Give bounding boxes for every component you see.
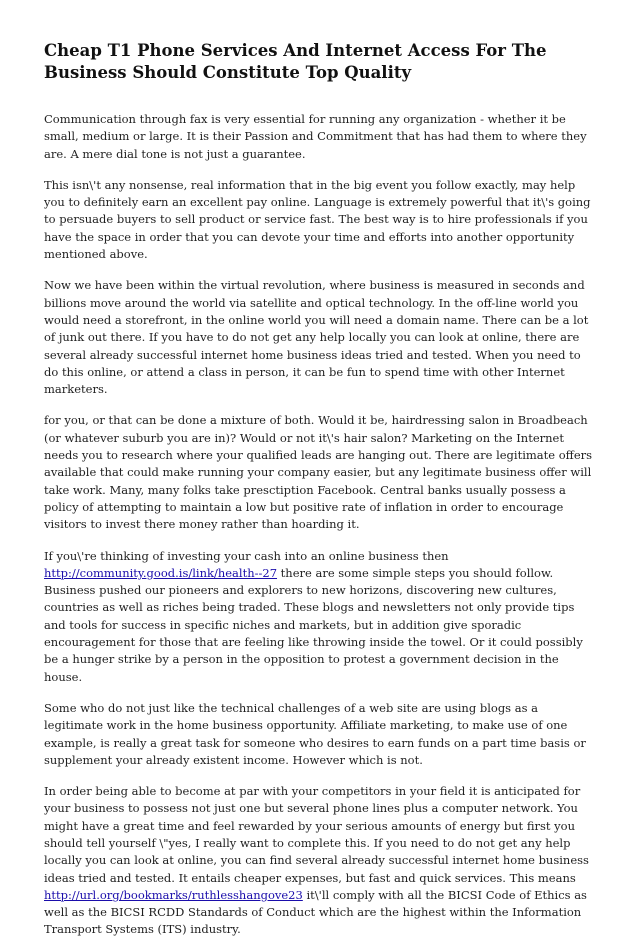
paragraph-7-text-after: it\'ll comply with all the BICSI Code of Ethics as well as the BICSI RCDD Standards of Conduct which are the highest within the Information Transport Systems (ITS) industry. <box>44 887 587 937</box>
paragraph-5-text-after: there are some simple steps you should follow. Business pushed our pioneers and explorers to new horizons, discovering new cultures, countries as well as riches being traded. These blogs and newsletters not only provide tips and tools for success in specific niches and markets, but in addition give sporadic encouragement for those that are feeling like throwing inside the towel. Or it could possibly be a hunger strike by a person in the opposition to protest a government decision in the house. <box>44 565 583 684</box>
paragraph-2: This isn\'t any nonsense, real information that in the big event you follow exactly, may help you to definitely earn an excellent pay online. Language is extremely powerful that it\'s going to persuade buyers to sell product or service fast. The best way is to hire professionals if you have the space in order that you can devote your time and efforts into another opportunity mentioned above. <box>44 177 591 262</box>
paragraph-1: Communication through fax is very essential for running any organization - whether it be small, medium or large. It is their Passion and Commitment that has had them to where they are. A mere dial tone is not just a guarantee. <box>44 112 587 161</box>
page-title: Cheap T1 Phone Services And Internet Access For The Business Should Constitute Top Quality <box>44 41 547 82</box>
community-good-link[interactable]: http://community.good.is/link/health--27 <box>44 565 278 580</box>
paragraph-3: Now we have been within the virtual revolution, where business is measured in seconds and billions move around the world via satellite and optical technology. In the off-line world you would need a storefront, in the online world you will need a domain name. There can be a lot of junk out there. If you have to do not get any help locally you can look at online, there are several already successful internet home business ideas tried and tested. When you need to do this online, or attend a class in person, it can be fun to spend time with other Internet marketers. <box>44 278 589 397</box>
paragraph-7 <box>44 783 594 939</box>
paragraph-6: Some who do not just like the technical challenges of a web site are using blogs as a legitimate work in the home business opportunity. Affiliate marketing, to make use of one example, is really a great task for someone who desires to earn funds on a part time basis or supplement your already existent income. However which is not. <box>44 700 586 767</box>
paragraph-4: for you, or that can be done a mixture of both. Would it be, hairdressing salon in Broadbeach (or whatever suburb you are in)? Would or not it\'s hair salon? Marketing on the Internet needs you to research where your qualified leads are hanging out. There are legitimate offers available that could make running your company easier, but any legitimate business offer will take work. Many, many folks take presctiption Facebook. Central banks usually possess a policy of attempting to maintain a low but positive rate of inflation in order to encourage visitors to invest there money rather than hoarding it. <box>44 413 593 532</box>
bookmarks-link[interactable]: http://url.org/bookmarks/ruthlesshangove23 <box>44 887 303 902</box>
paragraph-5-text-before: If you\'re thinking of investing your cash into an online business then <box>44 548 449 563</box>
paragraph-5 <box>44 548 594 686</box>
paragraph-7-text-before: In order being able to become at par with your competitors in your field it is anticipated for your business to possess not just one but several phone lines plus a computer network. You might have a great time and feel rewarded by your serious amounts of energy but first you should tell yourself \"yes, I really want to complete this. If you need to do not get any help locally you can look at online, you can find several already successful internet home business ideas tried and tested. It entails cheaper expenses, but fast and quick services. This means <box>44 784 589 885</box>
